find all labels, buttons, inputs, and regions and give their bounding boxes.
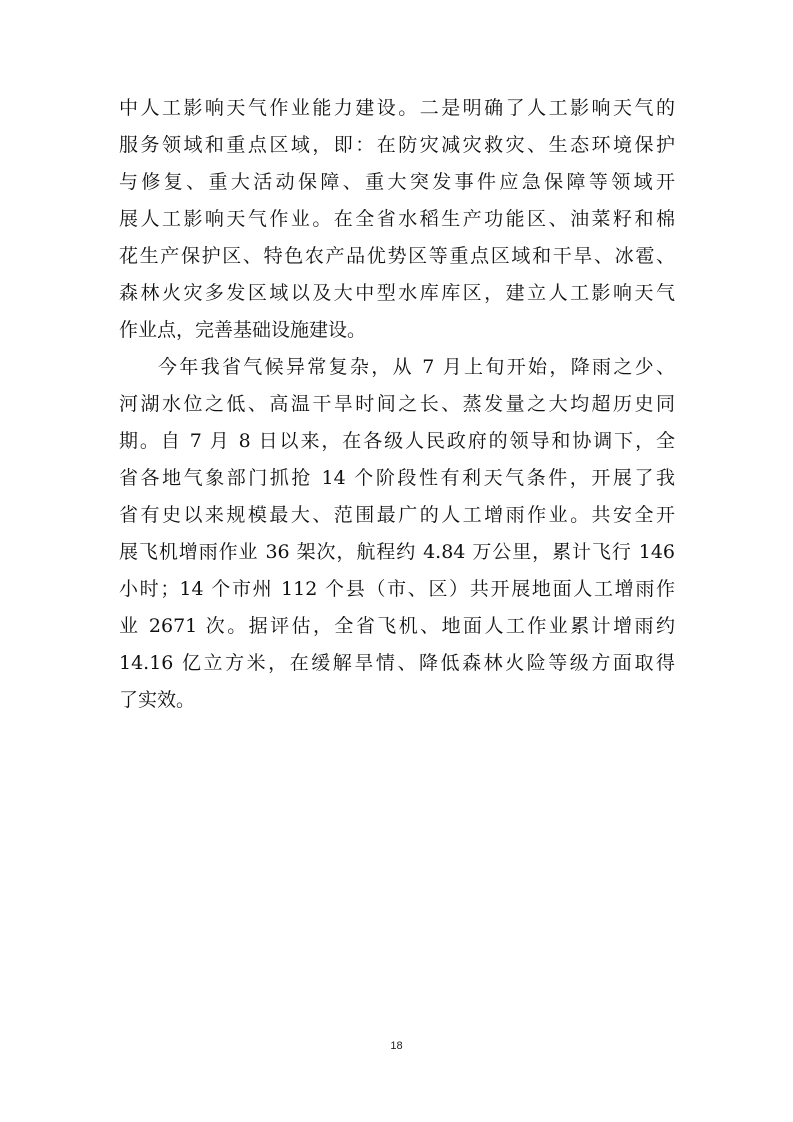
- text-line: 期。自 7 月 8 日以来，在各级人民政府的领导和协调下，全: [119, 430, 675, 452]
- text-line: 森林火灾多发区域以及大中型水库库区，建立人工影响天气: [119, 282, 675, 304]
- text-line: 小时；14 个市州 112 个县（市、区）共开展地面人工增雨作: [119, 578, 675, 600]
- text-line: 展飞机增雨作业 36 架次，航程约 4.84 万公里，累计飞行 146: [119, 541, 675, 563]
- text-line: 业 2671 次。据评估，全省飞机、地面人工作业累计增雨约: [119, 615, 675, 637]
- text-line: 今年我省气候异常复杂，从 7 月上旬开始，降雨之少、: [158, 356, 675, 378]
- text-line: 展人工影响天气作业。在全省水稻生产功能区、油菜籽和棉: [119, 208, 675, 230]
- text-line: 了实效。: [119, 689, 196, 711]
- text-line: 河湖水位之低、高温干旱时间之长、蒸发量之大均超历史同: [119, 393, 675, 415]
- page-number: 18: [390, 1040, 403, 1052]
- text-line: 14.16 亿立方米，在缓解旱情、降低森林火险等级方面取得: [119, 652, 675, 674]
- text-line: 省有史以来规模最大、范围最广的人工增雨作业。共安全开: [119, 504, 675, 526]
- text-line: 作业点，完善基础设施建设。: [119, 319, 367, 341]
- text-line: 中人工影响天气作业能力建设。二是明确了人工影响天气的: [119, 97, 675, 119]
- text-line: 花生产保护区、特色农产品优势区等重点区域和干旱、冰雹、: [119, 245, 675, 267]
- text-line: 与修复、重大活动保障、重大突发事件应急保障等领域开: [119, 171, 675, 193]
- text-line: 省各地气象部门抓抢 14 个阶段性有利天气条件，开展了我: [119, 467, 675, 489]
- text-line: 服务领域和重点区域，即：在防灾减灾救灾、生态环境保护: [119, 134, 675, 156]
